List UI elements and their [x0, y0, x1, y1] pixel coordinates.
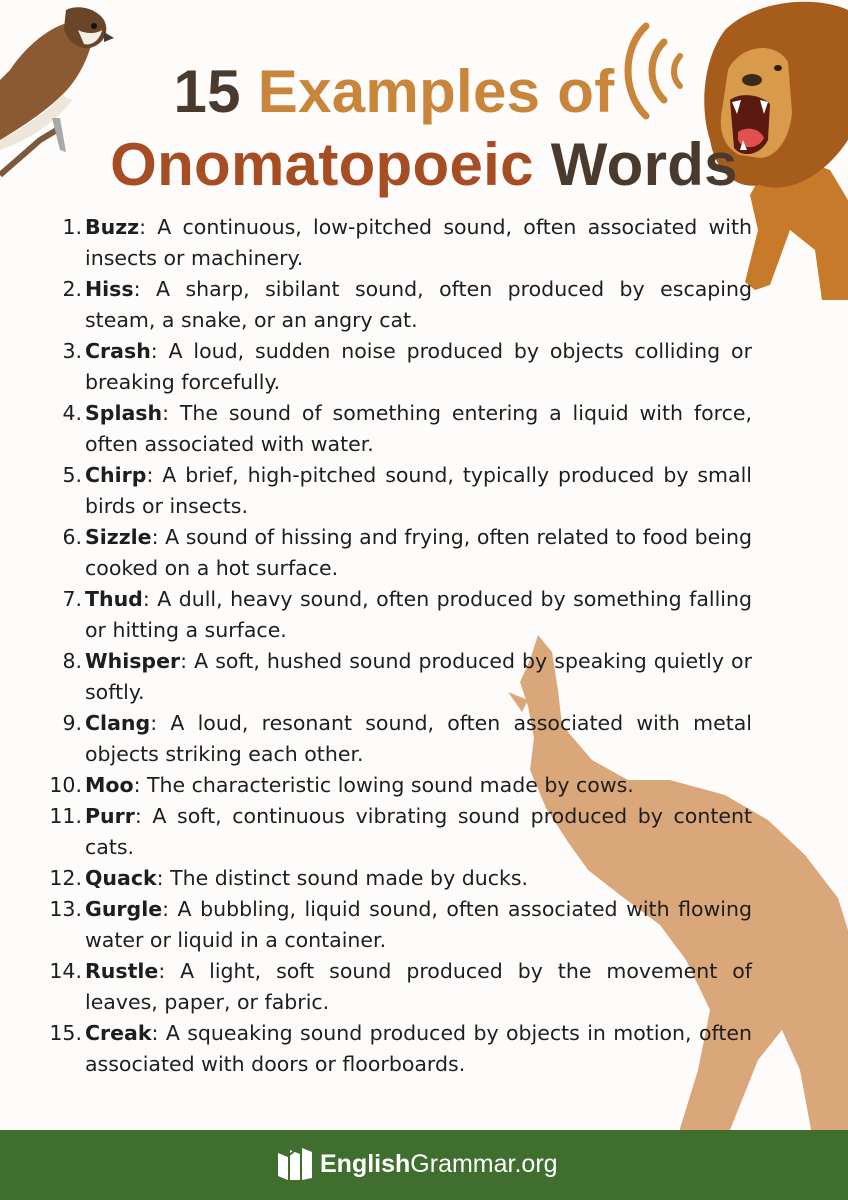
list-item [46, 398, 752, 460]
item-word: Splash [85, 401, 163, 425]
item-definition: : A sharp, sibilant sound, often produced by escaping steam, a snake, or an angry cat. [85, 277, 752, 332]
item-number: 8. [62, 649, 82, 673]
item-word: Thud [85, 587, 143, 611]
item-word: Gurgle [85, 897, 163, 921]
item-definition: : A brief, high-pitched sound, typically produced by small birds or insects. [85, 463, 752, 518]
title-text: Words [550, 131, 738, 198]
list-item [46, 770, 752, 801]
item-definition: : A squeaking sound produced by objects in motion, often associated with doors or floorboards. [85, 1021, 752, 1076]
item-number: 10. [49, 773, 82, 797]
list-item [46, 460, 752, 522]
page-title-line-1 [0, 58, 848, 125]
list-item [46, 212, 752, 274]
list-item [46, 801, 752, 863]
item-definition: : A loud, sudden noise produced by objects colliding or breaking forcefully. [85, 339, 752, 394]
brand-name-bold: English [320, 1149, 411, 1178]
item-number: 13. [49, 897, 82, 921]
item-definition: : A bubbling, liquid sound, often associated with flowing water or liquid in a container. [85, 897, 752, 952]
item-number: 15. [49, 1021, 82, 1045]
item-word: Clang [85, 711, 151, 735]
item-number: 11. [49, 804, 82, 828]
item-definition: : A soft, hushed sound produced by speaking quietly or softly. [85, 649, 752, 704]
item-word: Purr [85, 804, 135, 828]
list-item [46, 956, 752, 1018]
item-word: Creak [85, 1021, 152, 1045]
item-definition: : A sound of hissing and frying, often related to food being cooked on a hot surface. [85, 525, 752, 580]
item-definition: : A soft, continuous vibrating sound produced by content cats. [85, 804, 752, 859]
list-item [46, 863, 752, 894]
item-word: Whisper [85, 649, 181, 673]
item-number: 5. [62, 463, 82, 487]
item-number: 9. [62, 711, 82, 735]
item-word: Crash [85, 339, 151, 363]
item-definition: : The sound of something entering a liquid with force, often associated with water. [85, 401, 752, 456]
brand-name-regular: Grammar.org [410, 1149, 558, 1178]
list-item [46, 584, 752, 646]
item-number: 12. [49, 866, 82, 890]
item-definition: : A loud, resonant sound, often associated with metal objects striking each other. [85, 711, 752, 766]
item-word: Buzz [85, 215, 140, 239]
item-number: 3. [62, 339, 82, 363]
list-item [46, 1018, 752, 1080]
item-number: 4. [62, 401, 82, 425]
list-item [46, 274, 752, 336]
brand-name [320, 1150, 558, 1179]
list-item [46, 708, 752, 770]
item-word: Quack [85, 866, 157, 890]
item-definition: : A dull, heavy sound, often produced by something falling or hitting a surface. [85, 587, 752, 642]
book-logo-icon [274, 1146, 314, 1182]
item-word: Hiss [85, 277, 134, 301]
item-word: Rustle [85, 959, 159, 983]
item-word: Sizzle [85, 525, 152, 549]
item-definition: : The distinct sound made by ducks. [156, 866, 529, 890]
list-item [46, 522, 752, 584]
examples-list [46, 212, 752, 1080]
list-item [46, 336, 752, 398]
item-word: Chirp [85, 463, 147, 487]
item-number: 6. [62, 525, 82, 549]
brand-logo[interactable] [274, 1142, 558, 1186]
list-item [46, 646, 752, 708]
title-text: Examples of [257, 58, 615, 125]
page-title-line-2 [0, 131, 848, 198]
item-number: 1. [62, 215, 82, 239]
item-definition: : The characteristic lowing sound made by cows. [133, 773, 634, 797]
title-highlight: Onomatopoeic [110, 131, 534, 198]
list-item [46, 894, 752, 956]
item-number: 2. [62, 277, 82, 301]
item-number: 7. [62, 587, 82, 611]
item-definition: : A light, soft sound produced by the movement of leaves, paper, or fabric. [85, 959, 752, 1014]
item-number: 14. [49, 959, 82, 983]
item-definition: : A continuous, low-pitched sound, often associated with insects or machinery. [85, 215, 752, 270]
title-number: 15 [173, 58, 241, 125]
item-word: Moo [85, 773, 134, 797]
